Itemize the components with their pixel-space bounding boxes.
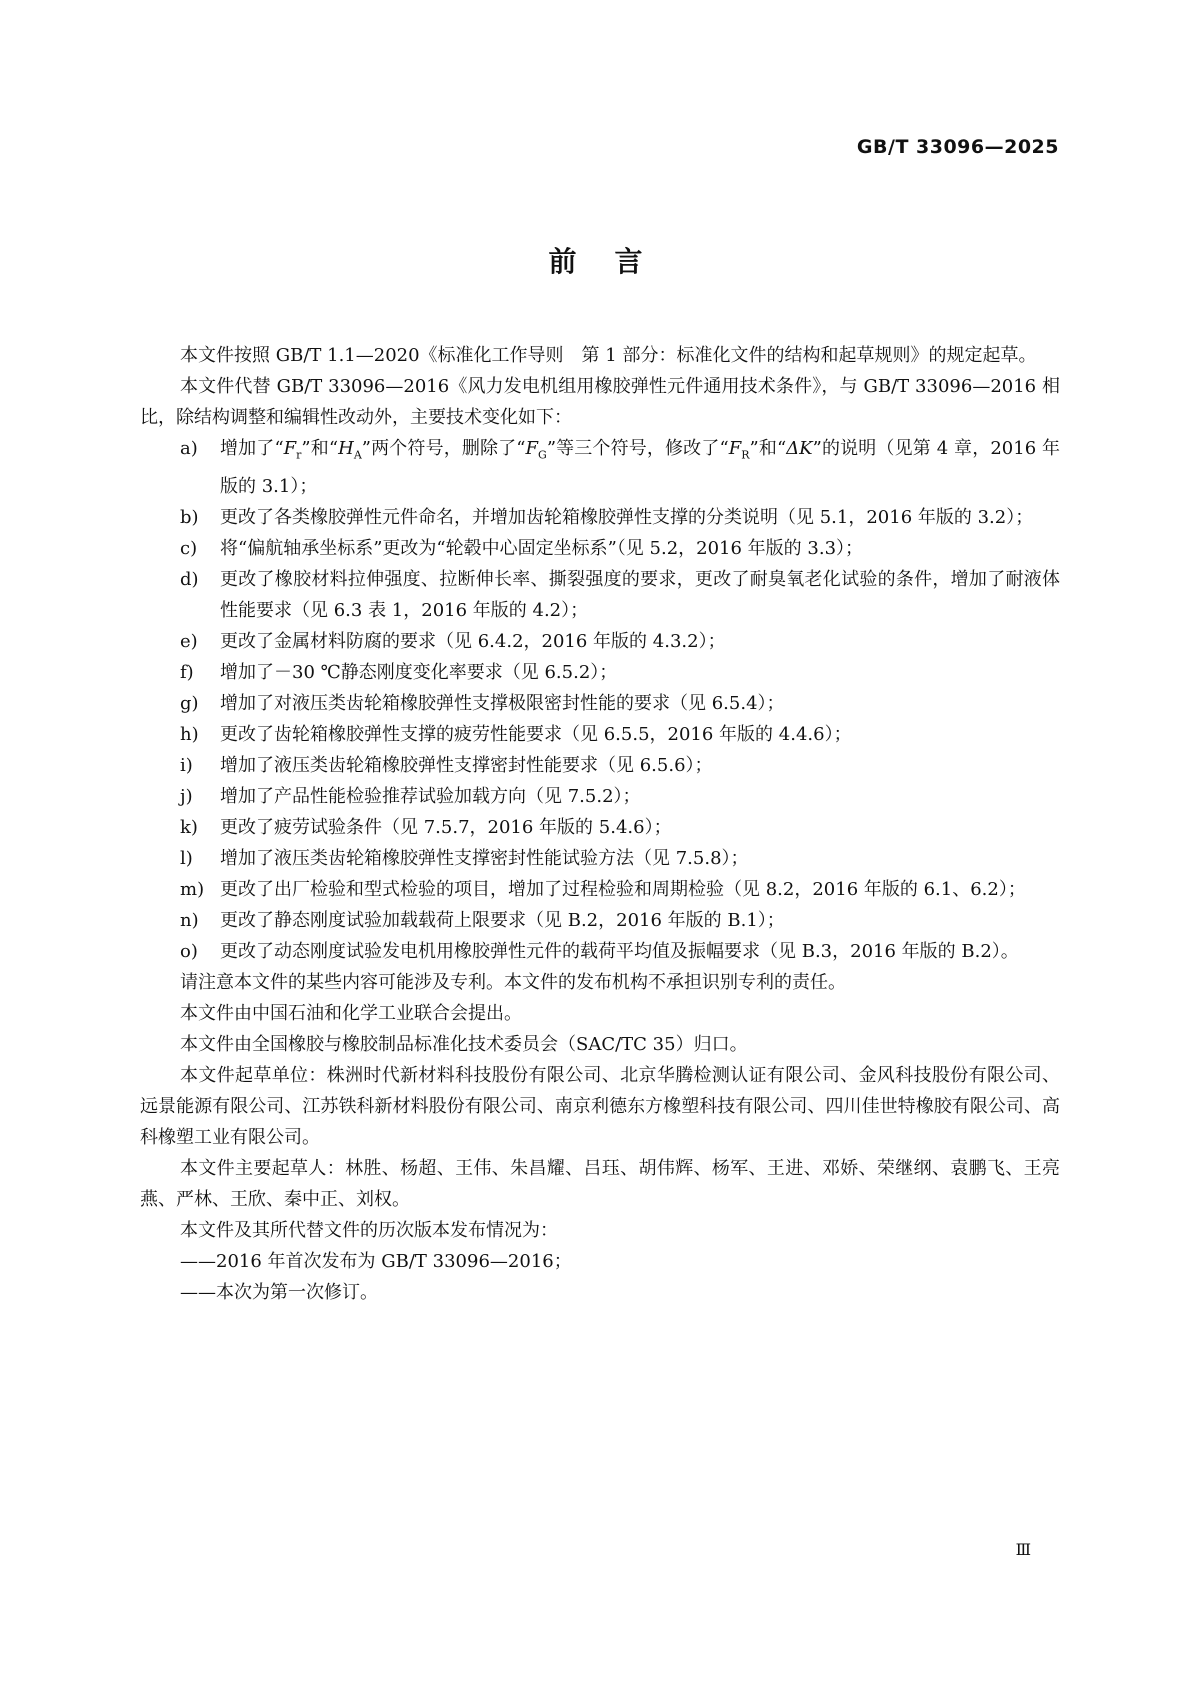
- committee-paragraph: 本文件由全国橡胶与橡胶制品标准化技术委员会（SAC/TC 35）归口。: [180, 1033, 748, 1055]
- intro-paragraph-1: 本文件按照 GB/T 1.1—2020《标准化工作导则 第 1 部分：标准化文件的结构和起草规则》的规定起草。: [180, 345, 1037, 366]
- intro-paragraph-2: 本文件代替 GB/T 33096—2016《风力发电机组用橡胶弹性元件通用技术条件》，与 GB/T 33096—2016 相比，除结构调整和编辑性改动外，主要技术变化如下：: [140, 376, 1060, 428]
- list-item-k: k) 更改了疲劳试验条件（见 7.5.7，2016 年版的 5.4.6）；: [180, 816, 672, 838]
- history-item: ——本次为第一次修订。: [180, 1281, 378, 1303]
- history-item: ——2016 年首次发布为 GB/T 33096—2016；: [180, 1250, 572, 1272]
- list-item-i: i) 增加了液压类齿轮箱橡胶弹性支撑密封性能要求（见 6.5.6）；: [180, 754, 713, 776]
- list-item-g: g) 增加了对液压类齿轮箱橡胶弹性支撑极限密封性能的要求（见 6.5.4）；: [180, 692, 785, 714]
- history-intro: 本文件及其所代替文件的历次版本发布情况为：: [180, 1219, 558, 1241]
- standard-code: GB/T 33096—2025: [856, 136, 1059, 158]
- list-label: a): [180, 438, 198, 459]
- list-item-c: c) 将“偏航轴承坐标系”更改为“轮毂中心固定坐标系”（见 5.2，2016 年版的 3.3）；: [180, 537, 864, 559]
- proposer-paragraph: 本文件由中国石油和化学工业联合会提出。: [180, 1002, 522, 1024]
- list-item-m: m) 更改了出厂检验和型式检验的项目，增加了过程检验和周期检验（见 8.2，2016 年版的 6.1、6.2）；: [180, 878, 1026, 900]
- drafters-paragraph: 本文件主要起草人：林胜、杨超、王伟、朱昌耀、吕珏、胡伟辉、杨军、王进、邓娇、荣继纲、袁鹏飞、王亮燕、严林、王欣、秦中正、刘权。: [140, 1157, 1060, 1210]
- page-title: 前言: [548, 245, 681, 278]
- list-item-l: l) 增加了液压类齿轮箱橡胶弹性支撑密封性能试验方法（见 7.5.8）；: [180, 847, 749, 869]
- page-number: Ⅲ: [1015, 1540, 1031, 1559]
- list-item-j: j) 增加了产品性能检验推荐试验加载方向（见 7.5.2）；: [180, 785, 641, 807]
- list-item-n: n) 更改了静态刚度试验加载载荷上限要求（见 B.2，2016 年版的 B.1）；: [180, 909, 785, 931]
- drafting-units-paragraph: 本文件起草单位：株洲时代新材料科技股份有限公司、北京华腾检测认证有限公司、金风科技股份有限公司、远景能源有限公司、江苏铁科新材料股份有限公司、南京利德东方橡塑科技有限公司、四川佳世特橡胶有限公司、高科橡塑工业有限公司。: [140, 1064, 1060, 1148]
- list-item-o: o) 更改了动态刚度试验发电机用橡胶弹性元件的载荷平均值及振幅要求（见 B.3，2016 年版的 B.2）。: [180, 940, 1019, 962]
- list-item-e: e) 更改了金属材料防腐的要求（见 6.4.2，2016 年版的 4.3.2）；: [180, 630, 726, 652]
- foreword-body: [140, 340, 1060, 1308]
- list-item-f: f) 增加了－30 ℃静态刚度变化率要求（见 6.5.2）；: [180, 661, 618, 683]
- list-item-b: b) 更改了各类橡胶弹性元件命名，并增加齿轮箱橡胶弹性支撑的分类说明（见 5.1，2016 年版的 3.2）；: [180, 506, 1034, 528]
- changes-list: [140, 433, 1060, 967]
- list-item-h: h) 更改了齿轮箱橡胶弹性支撑的疲劳性能要求（见 6.5.5，2016 年版的 4.4.6）；: [180, 723, 852, 745]
- list-item-a: a) 增加了“$F_r$”和“$H_A$”两个符号，删除了“$F_G$”等三个符号，修改了“$F_R$”和“ΔK”的说明（见第 4 章，2016 年版的 3.1）；: [140, 433, 1060, 502]
- patent-notice: 请注意本文件的某些内容可能涉及专利。本文件的发布机构不承担识别专利的责任。: [180, 971, 846, 993]
- list-item-d: d) 更改了橡胶材料拉伸强度、拉断伸长率、撕裂强度的要求，更改了耐臭氧老化试验的条件，增加了耐液体性能要求（见 6.3 表 1，2016 年版的 4.2）；: [180, 568, 1060, 621]
